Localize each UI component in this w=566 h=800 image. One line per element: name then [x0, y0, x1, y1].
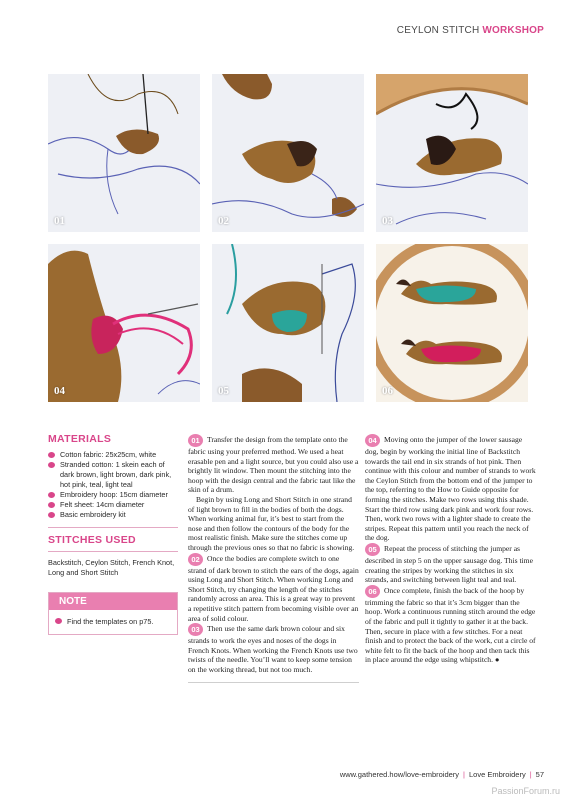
- bullet-icon: [48, 452, 55, 458]
- bullet-icon: [48, 502, 55, 508]
- step-photo-2: [212, 74, 364, 232]
- page-footer: www.gathered.how/love-embroidery | Love Embroidery | 57: [339, 770, 544, 779]
- step-number-badge: 04: [365, 434, 380, 447]
- photo-number: 03: [382, 215, 393, 227]
- section-tag: WORKSHOP: [482, 25, 544, 36]
- photo-number: 02: [218, 215, 229, 227]
- step-5: 05 Repeat the process of stitching the jumper as described in step 5 on the upper sausage dog. This time creating the stripes by working the stitches in six strands, and switching between light teal and teal.: [365, 543, 533, 585]
- bullet-icon: [55, 618, 62, 624]
- bullet-icon: [48, 462, 55, 468]
- stitches-title: STITCHES USED: [48, 534, 136, 546]
- photo-number: 04: [54, 385, 65, 397]
- materials-title: MATERIALS: [48, 433, 112, 445]
- divider: [48, 527, 178, 528]
- list-item: Felt sheet: 14cm diameter: [48, 500, 178, 510]
- step-number-badge: 02: [188, 553, 203, 566]
- step-3: 03 Then use the same dark brown colour and six strands to work the eyes and noses of the dogs in French Knots. When working the French Knots use two twists of the needle. You’ll want to keep some tension on the working thread, but not too much.: [188, 624, 358, 674]
- list-item: Embroidery hoop: 15cm diameter: [48, 490, 178, 500]
- instructions-column-2: [365, 434, 536, 665]
- step-photo-6: [376, 244, 528, 402]
- step-2: 02 Once the bodies are complete switch to one strand of dark brown to stitch the ears of the dogs, again using Long and Short Stitch. When working Long and Short Stitch, try changing the length of the stitches randomly across an area. This is a great way to prevent a repetitive stitch pattern from becoming visible over an area of solid colour.: [188, 553, 359, 623]
- step-number-badge: 03: [188, 623, 203, 636]
- step-photo-1: [48, 74, 200, 232]
- photo-number: 06: [382, 385, 393, 397]
- note-text: Find the templates on p75.: [67, 617, 154, 626]
- step-1-continued: Begin by using Long and Short Stitch in one strand of light brown to fill in the bodies of both the dogs. When working animal fur, it’s best to start from the nose and then follow the contours of the body for the most realistic finish. Make sure the stitches come up through the previous ones so that no fabric is showing.: [188, 494, 355, 552]
- photo-number: 05: [218, 385, 229, 397]
- page-header: [397, 25, 544, 36]
- footer-magazine: Love Embroidery: [469, 770, 526, 779]
- note-box: [48, 592, 178, 635]
- divider: [48, 551, 178, 552]
- step-photo-4: [48, 244, 200, 402]
- sidebar: [48, 433, 178, 635]
- step-6: 06 Once complete, finish the back of the hoop by trimming the fabric so that it’s 3cm bigger than the hoop. Work a continuous running stitch around the edge of the fabric and pull it tightly to gather it at the back. Then, secure in place with a few stitches. For a neat finish and to protect the back of the work, cut a circle of white felt to fit the back of the hoop and then tack this in place around the edge using whipstitch. ●: [365, 585, 536, 665]
- note-title: NOTE: [49, 593, 177, 610]
- section-title: CEYLON STITCH: [396, 25, 480, 36]
- materials-list: [48, 450, 178, 520]
- bullet-icon: [48, 512, 55, 518]
- instructions-column-1: [188, 434, 359, 683]
- step-number-badge: 05: [365, 543, 380, 556]
- step-4: 04 Moving onto the jumper of the lower sausage dog, begin by working the initial line of Backstitch towards the tail end in six strands of hot pink. Then continue with this colour and number of strands to work the Ceylon Stitch from the bottom end of the jumper to the top, referring to the How to Guide opposite for forming the stitches. Make two rows using this shade. Start the third row using dark pink and work four rows. Then, work two rows with a lighter shade to create the stripes. Repeat this pattern until you reach the neck of the dog.: [365, 435, 536, 543]
- step-photo-5: [212, 244, 364, 402]
- page-number: 57: [535, 770, 544, 779]
- step-1: 01 Transfer the design from the template onto the fabric using your preferred method. We used a heat erasable pen and a light source, but you could also use a brightly lit window. Then mount the stitching into the hoop with the design central and the fabric taut like the skin of a drum.: [188, 435, 359, 495]
- bullet-icon: [48, 492, 55, 498]
- stitches-list: Backstitch, Ceylon Stitch, French Knot, Long and Short Stitch: [48, 558, 175, 577]
- step-photo-3: [376, 74, 528, 232]
- list-item: Basic embroidery kit: [48, 510, 178, 520]
- watermark: PassionForum.ru: [491, 786, 560, 796]
- list-item: Stranded cotton: 1 skein each of dark brown, light brown, dark pink, hot pink, teal, light teal: [48, 460, 178, 490]
- footer-url: www.gathered.how/love-embroidery: [339, 770, 460, 779]
- step-number-badge: 01: [188, 434, 203, 447]
- list-item: Cotton fabric: 25x25cm, white: [48, 450, 178, 460]
- note-body: [49, 610, 177, 634]
- photo-number: 01: [54, 215, 65, 227]
- end-mark-icon: ●: [494, 655, 500, 665]
- step-number-badge: 06: [365, 585, 380, 598]
